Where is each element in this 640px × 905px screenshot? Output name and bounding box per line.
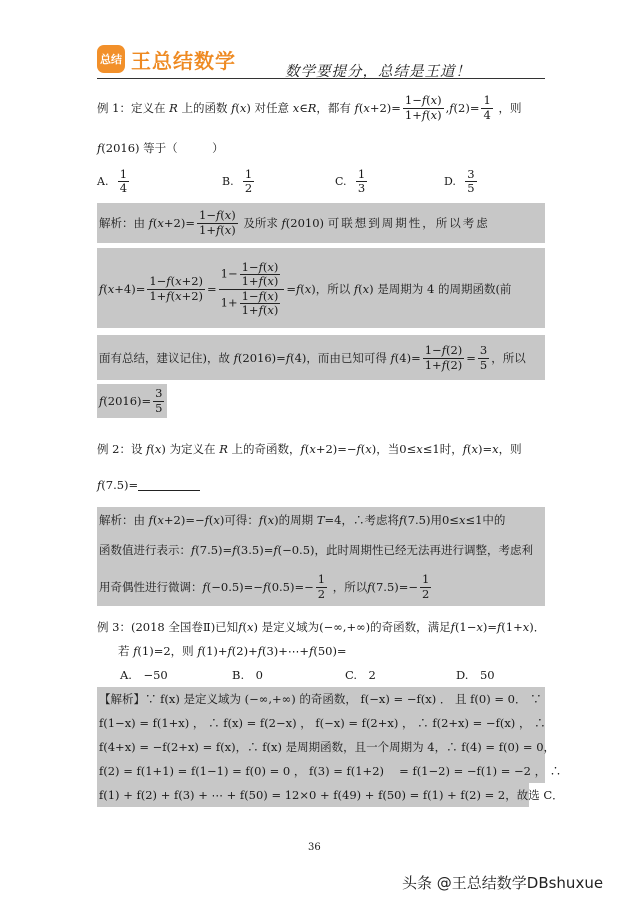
- ex2-sol3-a: 用奇偶性进行微调：: [99, 580, 203, 594]
- ex3-question-line1: 例 3：(2018 全国卷Ⅱ)已知 f ( x ) 是定义域为 (−∞,+∞) 的奇函数，满足 f (1− x )= f (1+ x )．: [97, 620, 546, 634]
- ex2-q-b: 为定义在: [169, 442, 216, 456]
- ex3-opt-c-text: C. 2: [345, 668, 376, 682]
- ex2-sol2-b: ，此时周期性已经无法再进行调整，考虑利: [314, 543, 534, 557]
- ex3-option-c: [345, 667, 376, 683]
- ex1-opt-c-label: C.: [335, 175, 347, 189]
- ex1-option-d: D. $\frac{3}{5}$: [444, 167, 475, 196]
- ex1-question-line1: 例 1：定义在 R 上的函数 f ( x ) 对任意 x ∈ R ，都有 f ( x +2)= $\frac{1-f(x)}{1+f(x)}$ , f (2)= $\frac{1}{4}$ ，则: [97, 93, 522, 122]
- ex1-sol1-c: 可联想到周期性，所以考虑: [327, 216, 490, 230]
- ex1-question-line2: f (2016) 等于（ ）: [97, 141, 224, 155]
- ex3-option-d: [456, 667, 495, 683]
- ex3-sol3-text: f(4+x) = −f(2+x) = f(x)，∴ f(x) 是周期函数，且一个周期为 4，∴ f(4) = f(0) = 0，: [99, 740, 556, 754]
- ex3-q-b: 是定义域为: [261, 620, 320, 634]
- ex2-q-f: ，则: [498, 442, 522, 456]
- header-rule: [97, 78, 545, 79]
- ex3-sol1-text: 【解析】∵ f(x) 是定义域为 (−∞,+∞) 的奇函数， f(−x) = −f(x) ． 且 f(0) = 0． ∵: [99, 692, 542, 706]
- ex1-opt-d-label: D.: [444, 175, 456, 189]
- ex2-sol3-b: ，所以: [332, 580, 368, 594]
- ex1-solution-line1: 解析：由 f ( x +2)= $\frac{1-f(x)}{1+f(x)}$ 及所求 f (2010) 可联想到周期性，所以考虑: [99, 208, 490, 237]
- ex1-sol3-b: ，而由已知可得: [306, 351, 387, 365]
- ex2-sol1-c: 的周期: [278, 513, 314, 527]
- ex3-question-line2: 若 f (1)=2 ，则 f (1)+ f (2)+ f (3)+⋯+ f (50)=: [118, 644, 347, 658]
- ex1-q2: 等于（ ）: [143, 141, 224, 155]
- ex3-q2-a: 若: [118, 644, 130, 658]
- ex2-q-e: 时，: [439, 442, 463, 456]
- brand-logo-icon: [97, 45, 125, 73]
- ex1-sol2-b: 是周期为 4 的周期函数(前: [377, 282, 512, 296]
- ex3-q-c: 的奇函数，满足: [370, 620, 451, 634]
- ex1-option-c: C. $\frac{1}{3}$: [335, 167, 366, 196]
- ex1-q-mid2: 对任意: [254, 101, 290, 115]
- ex3-solution-line4: [99, 763, 561, 779]
- ex1-option-a: A. $\frac{1}{4}$: [97, 167, 128, 196]
- ex2-q-c: 上的奇函数，: [231, 442, 301, 456]
- ex1-sol2-a: ，所以: [315, 282, 351, 296]
- ex2-q-d: ，当: [376, 442, 400, 456]
- ex2-question-line2: f (7.5)=: [97, 478, 200, 492]
- ex1-sol1-a: 解析：由: [99, 216, 145, 230]
- ex1-sol1-b: 及所求: [243, 216, 278, 230]
- ex3-option-a: [120, 667, 168, 683]
- ex3-q-a: 例 3：(2018 全国卷Ⅱ)已知: [97, 620, 239, 634]
- ex1-solution-line4: f (2016)= $\frac{3}{5}$: [99, 386, 163, 415]
- ex1-q-mid3: ，都有: [316, 101, 351, 115]
- ex2-solution-line2: 函数值进行表示： f (7.5)= f (3.5)= f (−0.5) ，此时周期性已经无法再进行调整，考虑利: [99, 543, 534, 557]
- ex3-opt-b-text: B. 0: [232, 668, 263, 682]
- ex3-solution-line1: [99, 691, 542, 707]
- watermark-footer: 头条 @王总结数学DBshuxue: [402, 874, 604, 892]
- ex2-solution-line1: 解析：由 f ( x +2)=− f ( x ) 可得： f ( x ) 的周期 T =4 ，∴考虑将 f (7.5) 用 0≤ x ≤1 中的: [99, 513, 506, 527]
- ex3-opt-d-text: D. 50: [456, 668, 495, 682]
- brand-name: 王总结数学: [131, 49, 236, 73]
- ex2-sol1-e: 用: [430, 513, 442, 527]
- ex2-solution-line3: 用奇偶性进行微调： f (−0.5)=− f (0.5)=− $\frac{1}{2}$ ，所以 f (7.5)=− $\frac{1}{2}$: [99, 572, 430, 601]
- logo-text: 总结: [100, 53, 122, 66]
- ex1-solution-line3: 面有总结，建议记住)，故 f (2016)= f (4) ，而由已知可得 f (4)= $\frac{1-f(2)}{1+f(2)}$ = $\frac{3}{5}$ ，所以: [99, 343, 526, 372]
- ex3-opt-a-text: A. −50: [120, 668, 168, 682]
- ex2-answer-blank: [138, 479, 200, 491]
- ex2-question-line1: 例 2：设 f ( x ) 为定义在 R 上的奇函数， f ( x +2)=− f ( x ) ，当 0≤ x ≤1 时， f ( x )= x ，则: [97, 442, 522, 456]
- ex3-solution-line2: [99, 715, 546, 731]
- ex1-q-prefix: 例 1：定义在: [97, 101, 166, 115]
- ex1-q-end: ，则: [498, 101, 522, 115]
- ex3-sol4-text: f(2) = f(1+1) = f(1−1) = f(0) = 0 ， f(3) = f(1+2) = f(1−2) = −f(1) = −2 ， ∴: [99, 764, 562, 778]
- ex1-opt-a-label: A.: [97, 175, 109, 189]
- ex3-solution-line3: [99, 739, 555, 755]
- ex2-sol1-f: 中的: [482, 513, 506, 527]
- page-number: 36: [308, 842, 321, 853]
- ex2-sol1-a: 解析：由: [99, 513, 145, 527]
- ex3-sol5-text: f(1) + f(2) + f(3) + ⋯ + f(50) = 12×0 + f(49) + f(50) = f(1) + f(2) = 2，故选 C．: [99, 788, 564, 802]
- ex2-sol1-d: ，∴考虑将: [341, 513, 399, 527]
- ex2-q-a: 例 2：设: [97, 442, 143, 456]
- ex1-solution-line2: f ( x +4)= $\frac{1-f(x+2)}{1+f(x+2)}$ = 1− $\frac{1-f(x)}{1+f(x)}$ 1+ $\frac{1-f(x)}{1+f(x)}$ = f ( x ) ，所以 f ( x ) 是周期为 4 的周期函数(前: [99, 260, 512, 317]
- header-slogan: 数学要提分，总结是王道！: [285, 64, 471, 80]
- ex1-sol3-c: ，所以: [491, 351, 526, 365]
- ex1-option-b: B. $\frac{1}{2}$: [222, 167, 253, 196]
- ex1-sol3-a: 面有总结，建议记住)，故: [99, 351, 230, 365]
- ex2-sol1-b: 可得：: [224, 513, 259, 527]
- ex2-sol2-a: 函数值进行表示：: [99, 543, 191, 557]
- ex3-q2-b: ，则: [170, 644, 194, 658]
- ex3-solution-line5: [99, 787, 564, 803]
- ex3-sol2-text: f(1−x) = f(1+x) ， ∴ f(x) = f(2−x) ， f(−x) = f(2+x) ， ∴ f(2+x) = −f(x) ， ∴: [99, 716, 546, 730]
- ex1-opt-b-label: B.: [222, 175, 234, 189]
- ex3-option-b: [232, 667, 263, 683]
- ex1-q-mid1: 上的函数: [181, 101, 228, 115]
